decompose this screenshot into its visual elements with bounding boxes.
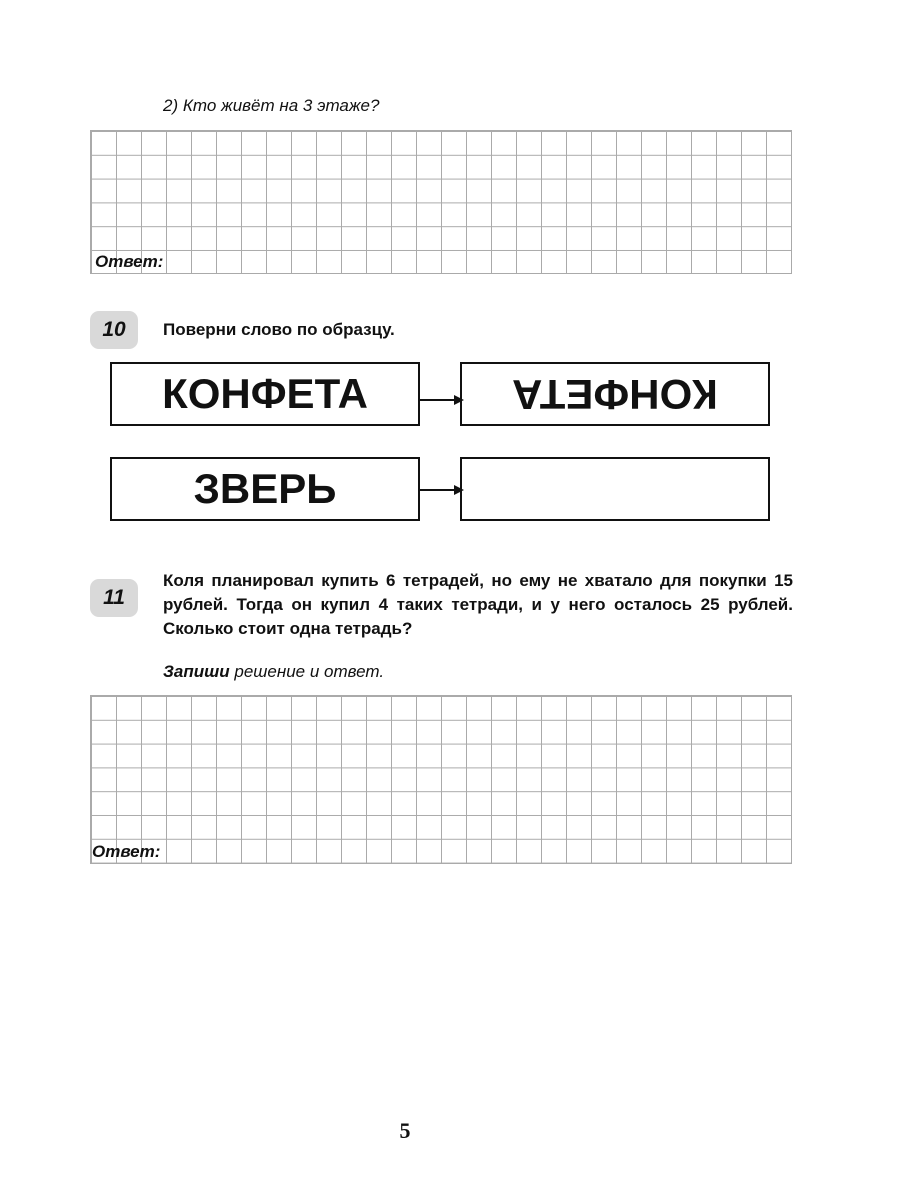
arrow-right-icon <box>420 484 464 496</box>
example-rotated-box <box>460 362 770 426</box>
answer-grid-9[interactable] <box>90 130 792 274</box>
task-10-text: Поверни слово по образцу. <box>163 320 395 339</box>
word-box <box>110 457 420 521</box>
example-word-box <box>110 362 420 426</box>
answer-grid-11[interactable] <box>90 695 792 864</box>
page-number: 5 <box>399 1118 411 1143</box>
task-11-instruction <box>163 662 384 682</box>
question-9-part-2: 2) Кто живёт на 3 этаже? <box>163 96 380 115</box>
instruction-bold: Запиши <box>163 662 230 681</box>
instruction-rest: решение и ответ. <box>229 662 385 681</box>
answer-label: Ответ: <box>92 842 161 861</box>
answer-label: Ответ: <box>95 252 164 271</box>
task-11-text: Коля планировал купить 6 тетрадей, но ему не хватало для покупки 15 рублей. Тогда он купил 4 таких тетради, и у него осталось 25 рублей. Сколько стоит одна тетрадь? <box>163 571 793 638</box>
rotated-answer-box[interactable] <box>460 457 770 521</box>
example-rotated-word: КОНФЕТА <box>512 371 718 418</box>
arrow-right-icon <box>420 394 464 406</box>
task-number-badge: 10 <box>90 311 138 349</box>
word: ЗВЕРЬ <box>193 465 337 512</box>
task-number-badge: 11 <box>90 579 138 617</box>
example-word: КОНФЕТА <box>162 370 368 417</box>
